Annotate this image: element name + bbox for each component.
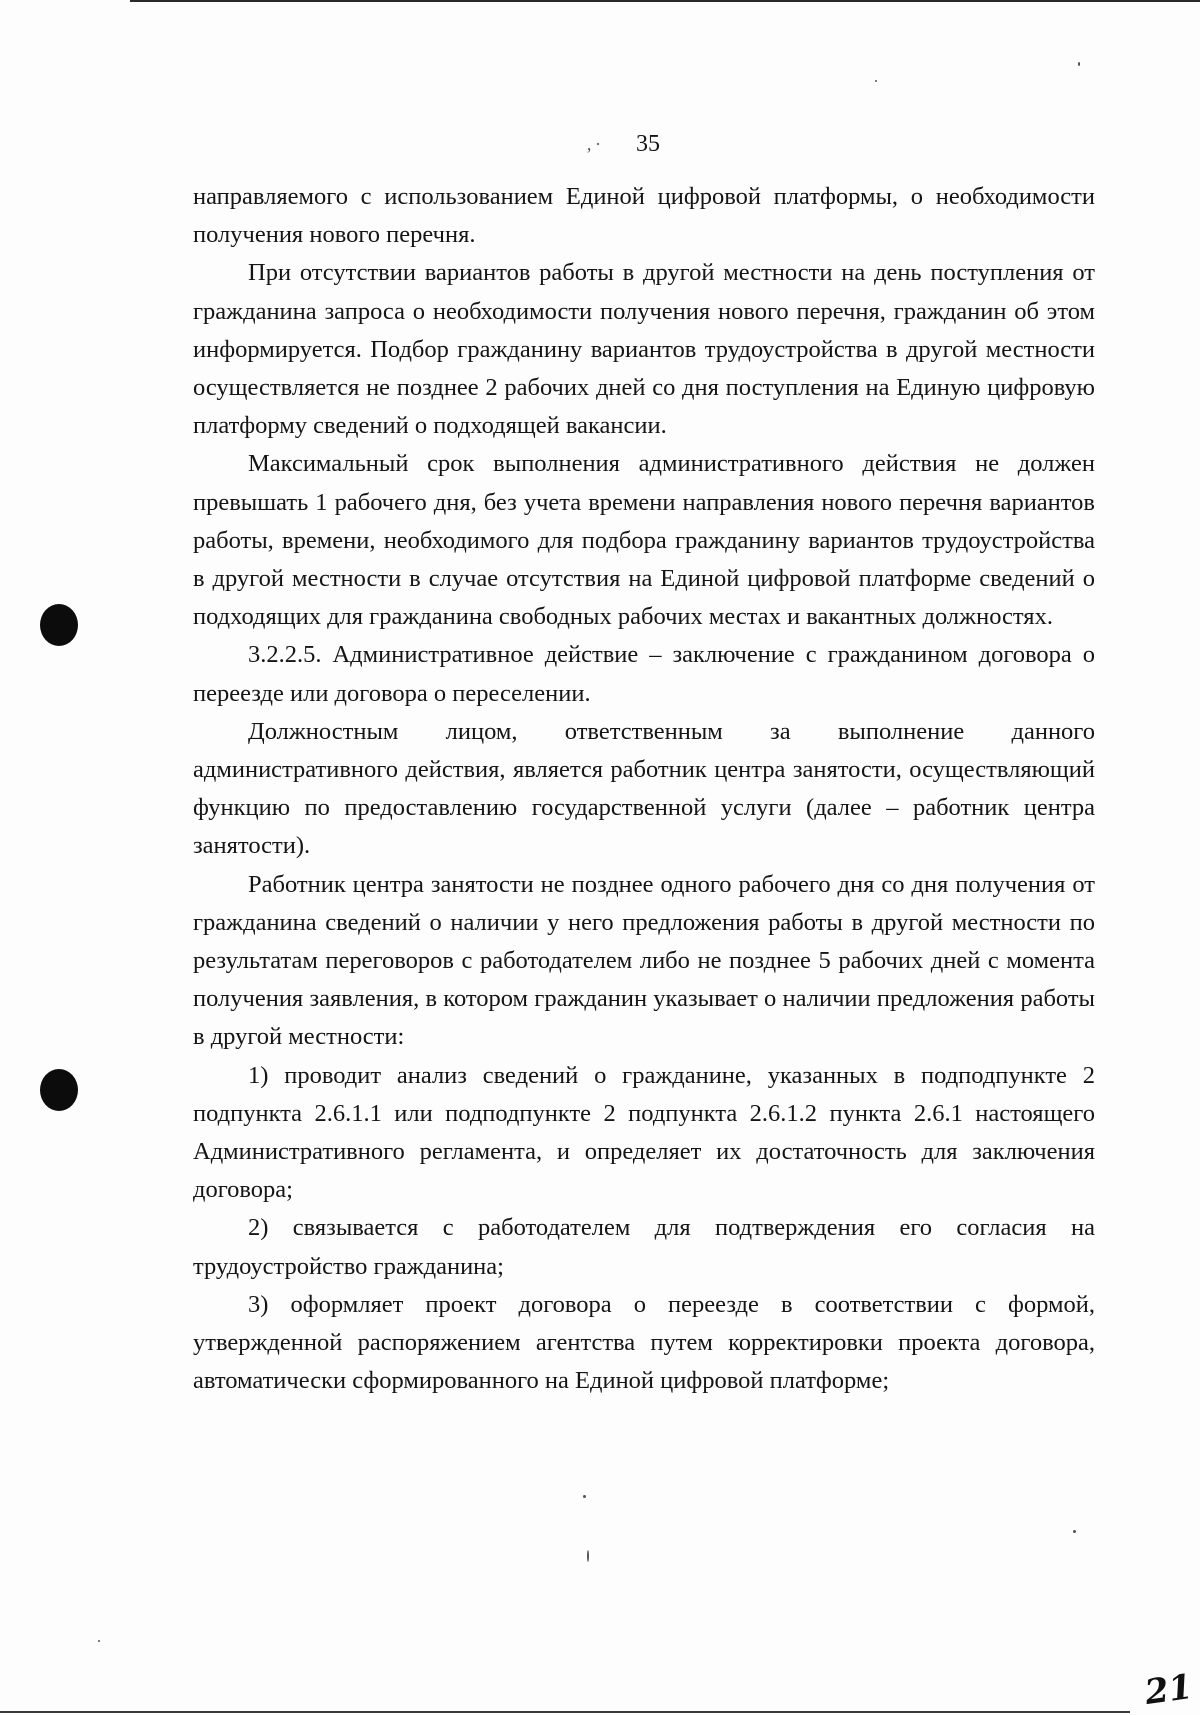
paragraph: При отсутствии вариантов работы в другой местности на день поступления от гражданина запроса о необходимости получения нового перечня, гражданин об этом информируется. Подбор гражданину вариантов трудоустройства в другой местности осуществляется не позднее 2 рабочих дней со дня поступления на Единую цифровую платформу сведений о подходящей вакансии. — [193, 259, 1095, 440]
section-heading-paragraph: 3.2.2.5. Административное действие – заключение с гражданином договора о переезде или договора о переселении. — [193, 641, 1095, 707]
paragraph: Должностным лицом, ответственным за выполнение данного административного действия, является работник центра занятости, осуществляющий функцию по предоставлению государственной услуги (далее – работник центра занятости). — [193, 717, 1095, 860]
scan-speck — [1078, 62, 1080, 66]
scan-speck — [1073, 1530, 1076, 1533]
scan-edge-bottom — [0, 1711, 1130, 1713]
punch-hole — [40, 1069, 78, 1111]
handwritten-page-note: 21 — [1142, 1666, 1195, 1714]
scan-edge-top — [130, 0, 1200, 2]
list-item: 3) оформляет проект договора о переезде в соответствии с формой, утвержденной распоряжением агентства путем корректировки проекта договора, автоматически сформированного на Единой цифровой платформе; — [193, 1290, 1095, 1395]
scan-speck — [98, 1640, 100, 1642]
page-number: 35 — [636, 131, 660, 157]
page-number-marks: ‚· — [586, 134, 604, 154]
document-body — [193, 178, 1095, 1401]
paragraph: Работник центра занятости не позднее одного рабочего дня со дня получения от гражданина сведений о наличии у него предложения работы в другой местности по результатам переговоров с работодателем либо не позднее 5 рабочих дней с момента получения заявления, в котором гражданин указывает о наличии предложения работы в другой местности: — [193, 870, 1095, 1051]
punch-hole — [40, 604, 78, 646]
list-item: 2) связывается с работодателем для подтверждения его согласия на трудоустройство гражданина; — [193, 1214, 1095, 1280]
paragraph: Максимальный срок выполнения административного действия не должен превышать 1 рабочего дня, без учета времени направления нового перечня вариантов работы, времени, необходимого для подбора гражданину вариантов трудоустройства в другой местности в случае отсутствия на Единой цифровой платформе сведений о подходящих для гражданина свободных рабочих местах и вакантных должностях. — [193, 450, 1095, 631]
paragraph-continuation: направляемого с использованием Единой цифровой платформы, о необходимости получения нового перечня. — [193, 183, 1095, 249]
scan-speck — [583, 1495, 586, 1498]
scan-speck — [875, 80, 877, 82]
list-item: 1) проводит анализ сведений о гражданине, указанных в подподпункте 2 подпункта 2.6.1.1 или подподпункте 2 подпункта 2.6.1.2 пункта 2.6.1 настоящего Административного регламента, и определяет их достаточность для заключения договора; — [193, 1061, 1095, 1204]
scan-speck — [587, 1550, 589, 1562]
